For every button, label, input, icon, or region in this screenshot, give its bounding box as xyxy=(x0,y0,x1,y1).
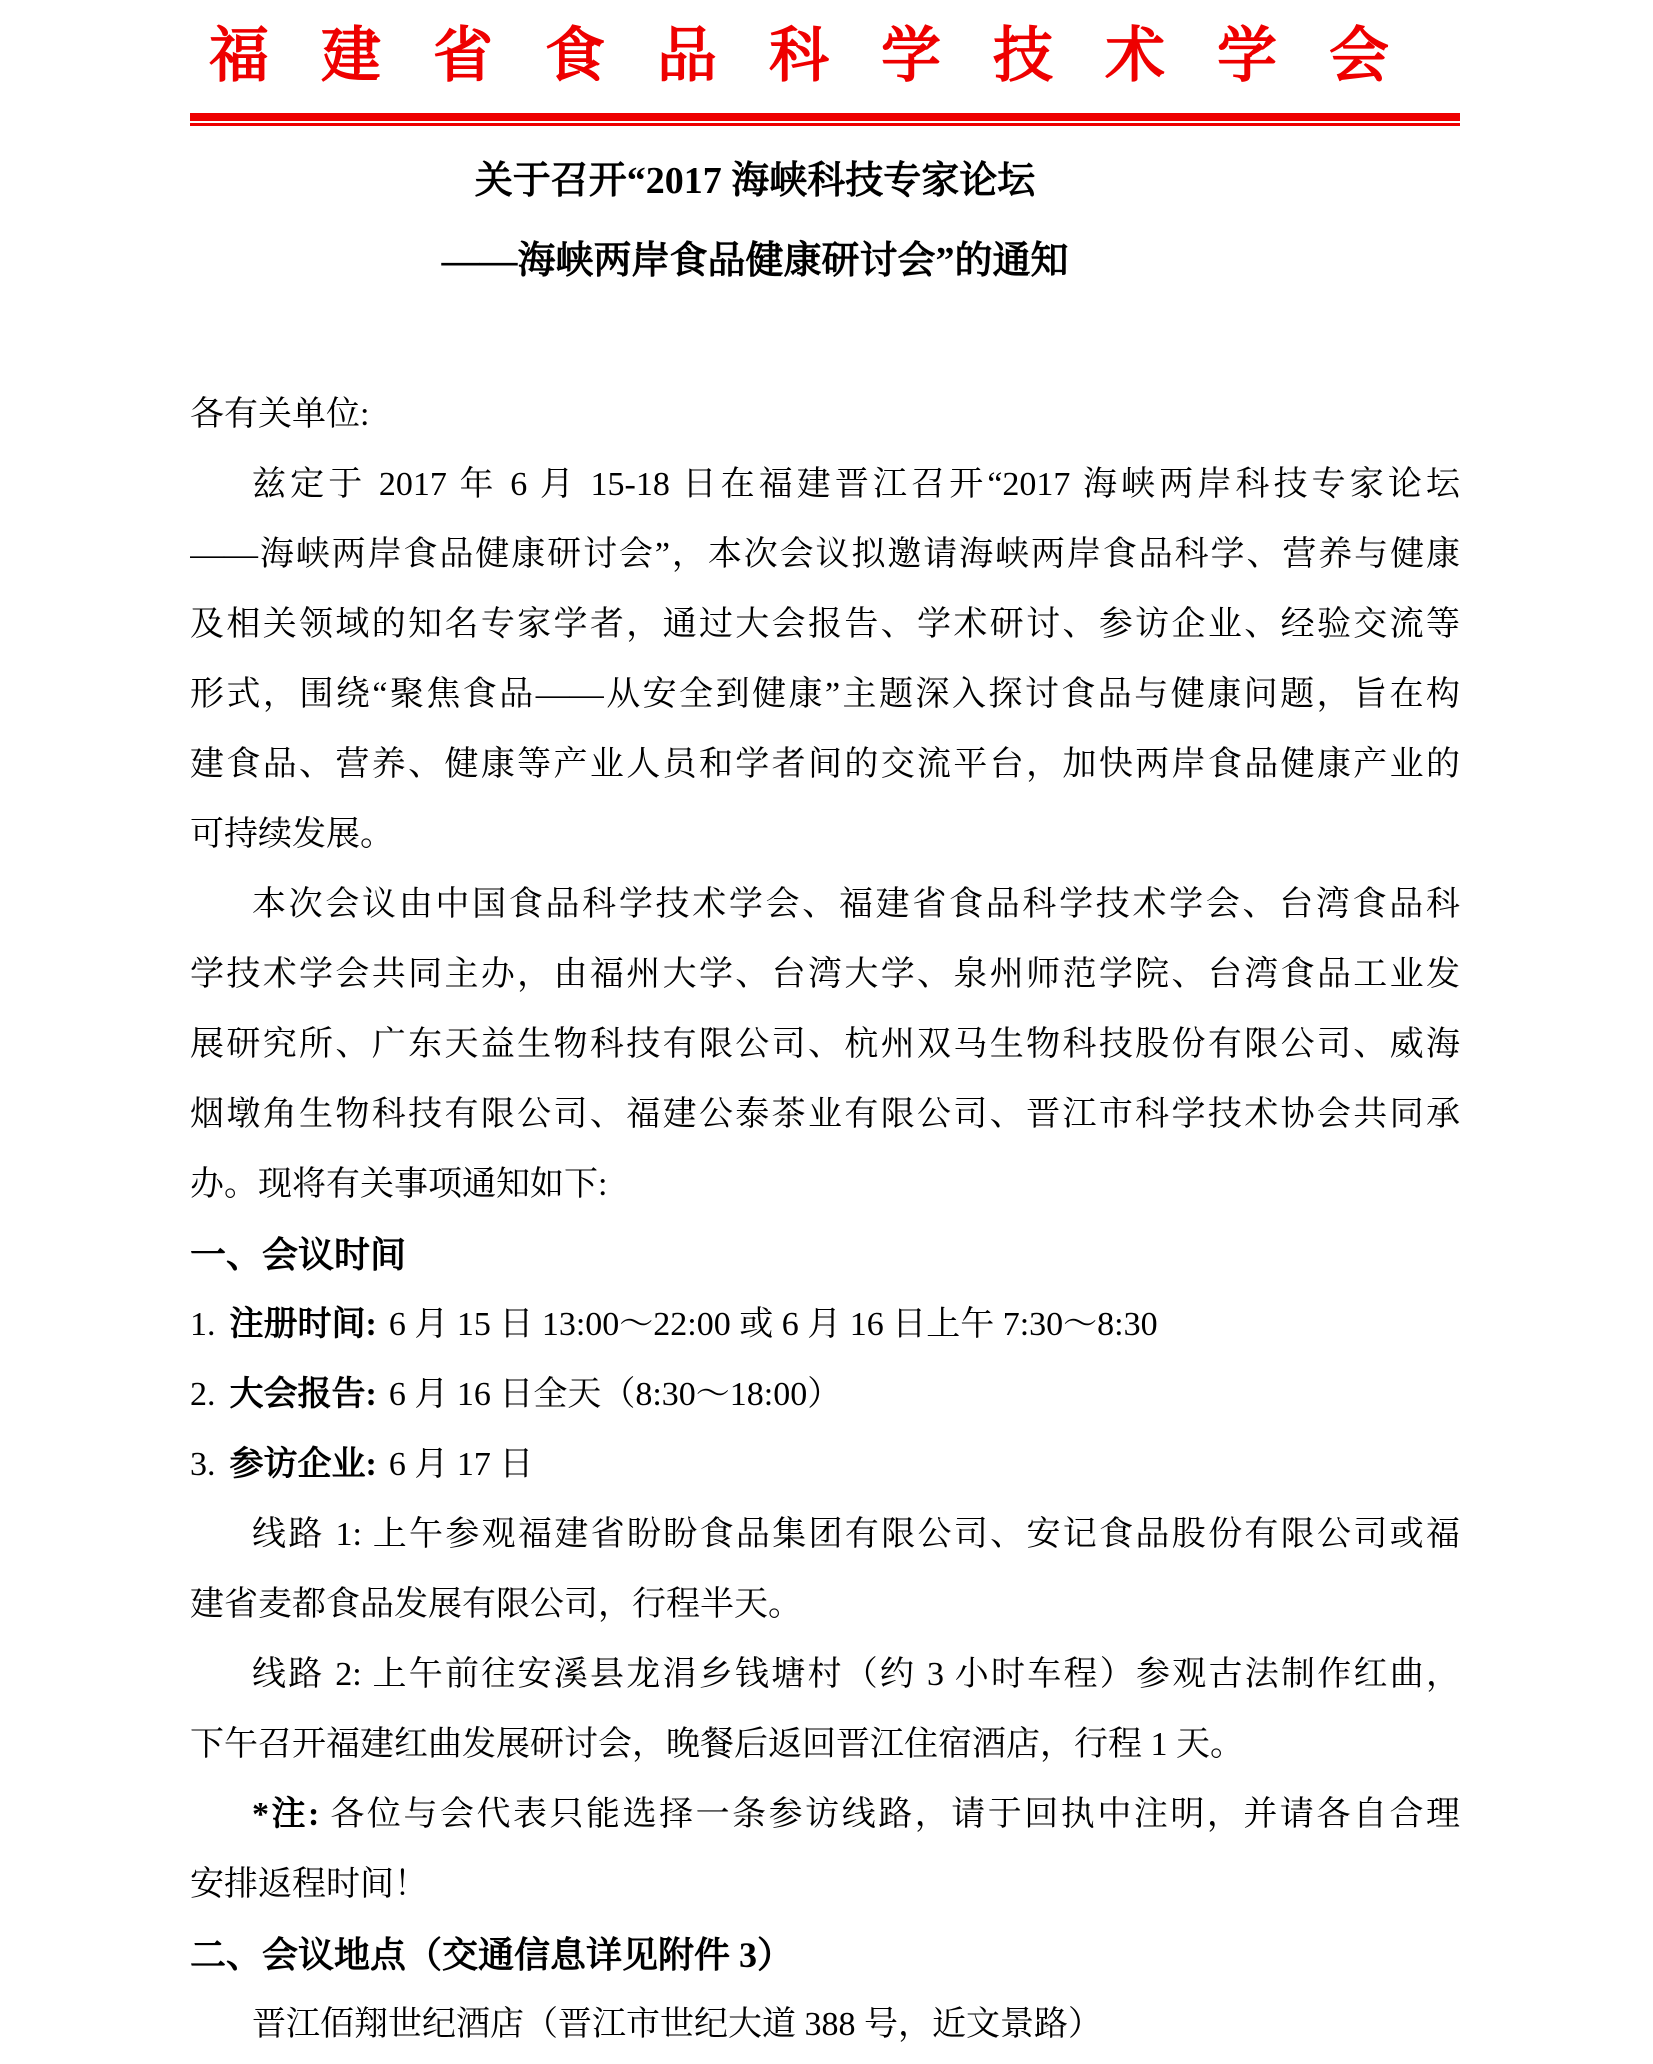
route2-line: 线路 2: 上午前往安溪县龙涓乡钱塘村（约 3 小时车程）参观古法制作红曲， xyxy=(252,1656,1460,1693)
item-number: 1. xyxy=(190,1306,216,1343)
item-label: 参访企业: xyxy=(229,1446,377,1483)
letterhead-org-name: 福建省食品科学技术学会 xyxy=(209,23,1441,89)
letterhead-divider-rule xyxy=(190,113,1460,126)
note-line xyxy=(190,1780,1460,1850)
route1-line: 建省麦都食品发展有限公司，行程半天。 xyxy=(190,1586,802,1623)
item-label: 大会报告: xyxy=(229,1376,377,1413)
paragraph1-line: 兹定于 2017 年 6 月 15-18 日在福建晋江召开“2017 海峡两岸科技专家论坛 xyxy=(252,466,1460,503)
section2-heading: 二、会议地点（交通信息详见附件 3） xyxy=(190,1935,794,1975)
item-text: 6 月 15 日 13:00～22:00 或 6 月 16 日上午 7:30～8:30 xyxy=(388,1306,1158,1343)
notice-title xyxy=(190,158,1320,284)
agenda-item-visit xyxy=(190,1430,1460,1500)
paragraph1-line: 可持续发展。 xyxy=(190,816,394,853)
paragraph1-line: 形式，围绕“聚焦食品——从安全到健康”主题深入探讨食品与健康问题，旨在构 xyxy=(190,676,1460,713)
notice-body xyxy=(190,380,1460,2060)
item-text: 6 月 17 日 xyxy=(388,1446,534,1483)
agenda-item-registration xyxy=(190,1290,1460,1360)
route1-line: 线路 1: 上午参观福建省盼盼食品集团有限公司、安记食品股份有限公司或福 xyxy=(252,1516,1460,1553)
agenda-item-report xyxy=(190,1360,1460,1430)
item-number: 3. xyxy=(190,1446,216,1483)
notice-page xyxy=(0,22,1653,2060)
paragraph1-line: ——海峡两岸食品健康研讨会”，本次会议拟邀请海峡两岸食品科学、营养与健康 xyxy=(190,536,1460,573)
paragraph2-line: 本次会议由中国食品科学技术学会、福建省食品科学技术学会、台湾食品科 xyxy=(252,886,1460,923)
item-text: 6 月 16 日全天（8:30～18:00） xyxy=(388,1376,842,1413)
paragraph2-line: 办。现将有关事项通知如下: xyxy=(190,1166,608,1203)
paragraph2-line: 烟墩角生物科技有限公司、福建公泰茶业有限公司、晋江市科学技术协会共同承 xyxy=(190,1096,1460,1133)
paragraph2-line: 展研究所、广东天益生物科技有限公司、杭州双马生物科技股份有限公司、威海 xyxy=(190,1026,1460,1063)
item-label: 注册时间: xyxy=(229,1306,377,1343)
note-line: 安排返程时间！ xyxy=(190,1866,428,1903)
section1-heading: 一、会议时间 xyxy=(190,1235,407,1275)
notice-title-line1: 关于召开“2017 海峡科技专家论坛 xyxy=(474,160,1036,202)
salutation: 各有关单位: xyxy=(190,396,370,433)
paragraph1-line: 及相关领域的知名专家学者，通过大会报告、学术研讨、参访企业、经验交流等 xyxy=(190,606,1460,643)
note-text: 各位与会代表只能选择一条参访线路，请于回执中注明，并请各自合理 xyxy=(330,1796,1460,1833)
venue-line: 晋江佰翔世纪酒店（晋江市世纪大道 388 号，近文景路） xyxy=(252,2006,1102,2043)
route2-line: 下午召开福建红曲发展研讨会，晚餐后返回晋江住宿酒店，行程 1 天。 xyxy=(190,1726,1244,1763)
paragraph2-line: 学技术学会共同主办，由福州大学、台湾大学、泉州师范学院、台湾食品工业发 xyxy=(190,956,1460,993)
notice-title-line2: ——海峡两岸食品健康研讨会”的通知 xyxy=(441,240,1069,282)
note-label: *注: xyxy=(252,1796,320,1833)
item-number: 2. xyxy=(190,1376,216,1413)
paragraph1-line: 建食品、营养、健康等产业人员和学者间的交流平台，加快两岸食品健康产业的 xyxy=(190,746,1460,783)
